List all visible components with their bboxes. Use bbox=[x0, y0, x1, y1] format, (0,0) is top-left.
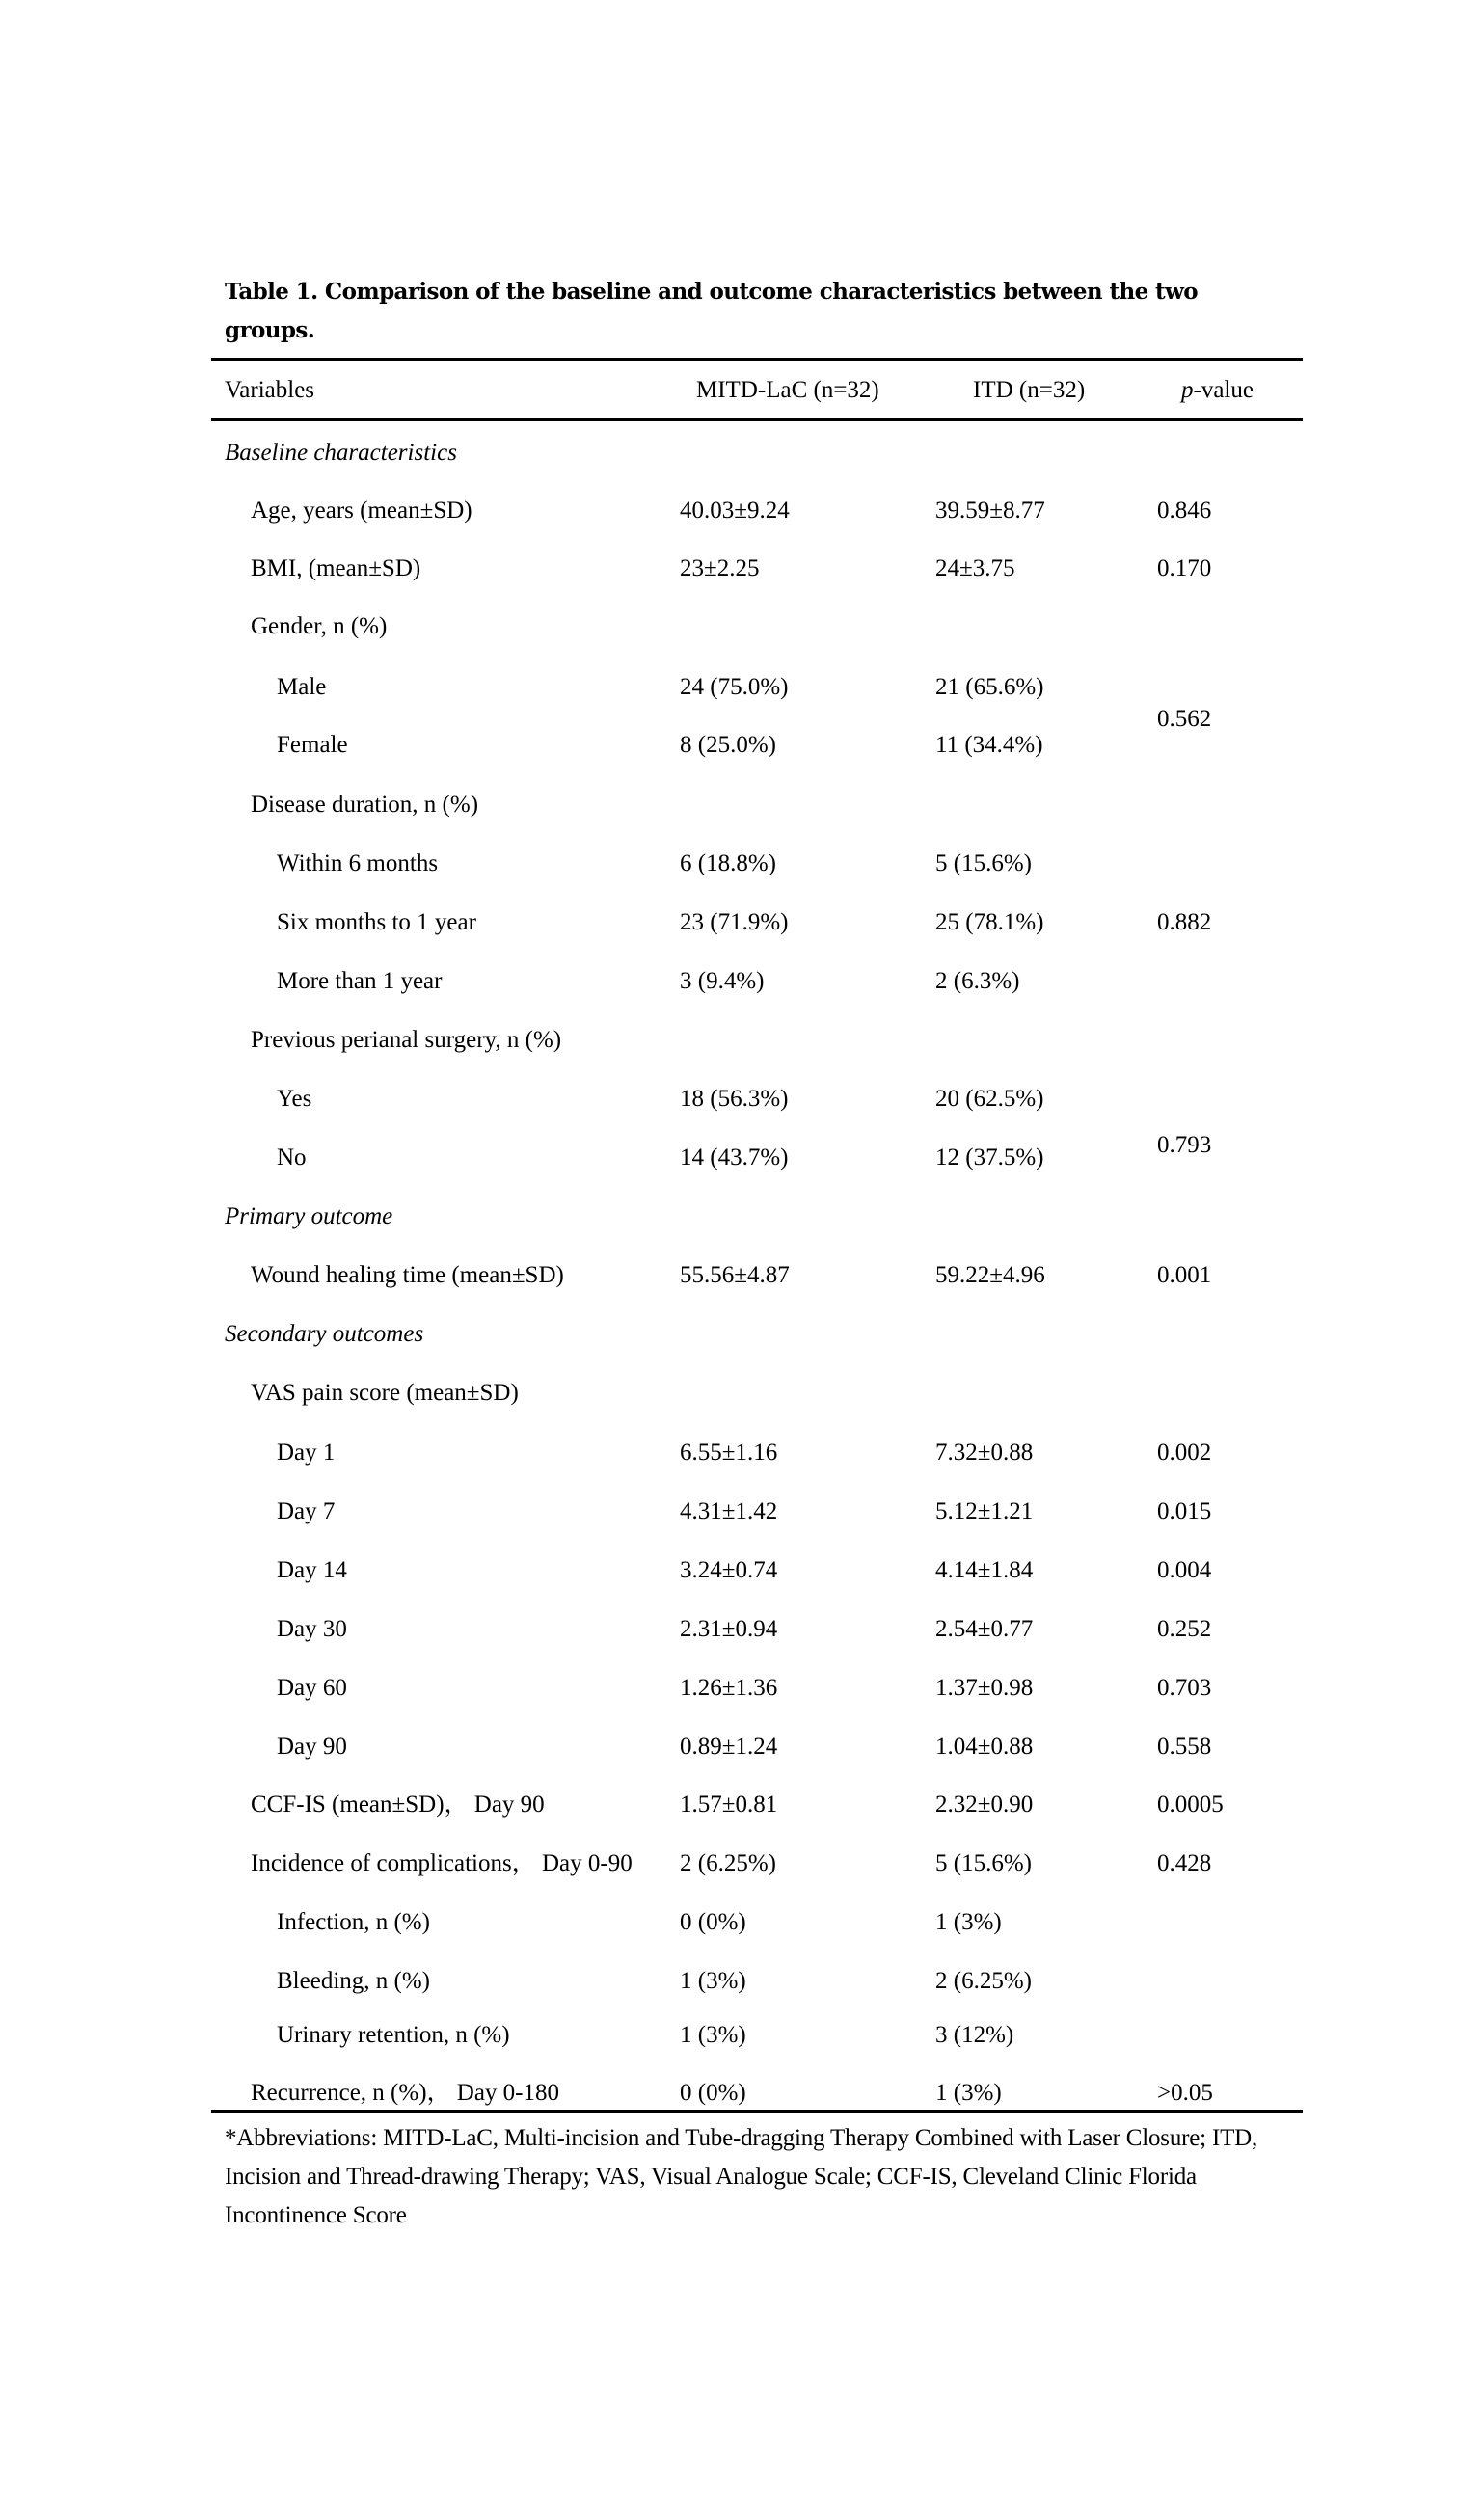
mitd-lac-value: 6 (18.8%) bbox=[680, 850, 776, 876]
row-label: Day 7 bbox=[277, 1498, 336, 1524]
mitd-lac-value: 8 (25.0%) bbox=[680, 732, 776, 758]
row-label: Day 60 bbox=[277, 1675, 347, 1701]
header-bottom-rule bbox=[211, 418, 1303, 421]
p-value: 0.004 bbox=[1157, 1557, 1212, 1583]
itd-value: 3 (12%) bbox=[935, 2022, 1014, 2048]
table-row bbox=[0, 967, 1484, 996]
mitd-lac-value: 1.57±0.81 bbox=[680, 1791, 778, 1818]
table-row bbox=[0, 673, 1484, 702]
table-row bbox=[0, 2021, 1484, 2050]
p-value: 0.558 bbox=[1157, 1734, 1212, 1760]
table-top-rule bbox=[211, 358, 1303, 361]
row-label: No bbox=[277, 1145, 307, 1171]
merged-p-value-gender: 0.562 bbox=[1157, 706, 1212, 732]
header-mitd-lac: MITD-LaC (n=32) bbox=[696, 377, 879, 403]
table-row bbox=[0, 1967, 1484, 1996]
itd-value: 2.54±0.77 bbox=[935, 1616, 1034, 1642]
itd-value: 11 (34.4%) bbox=[935, 732, 1043, 758]
table-row bbox=[0, 1026, 1484, 1055]
row-label: Bleeding, n (%) bbox=[277, 1968, 430, 1994]
row-label: CCF-IS (mean±SD)， Day 90 bbox=[251, 1791, 545, 1818]
table-row bbox=[0, 1791, 1484, 1819]
table-row bbox=[0, 1674, 1484, 1703]
p-value: 0.002 bbox=[1157, 1440, 1212, 1466]
row-label: Previous perianal surgery, n (%) bbox=[251, 1027, 562, 1053]
table-title: Table 1. Comparison of the baseline and outcome characteristics between the two groups. bbox=[225, 279, 1199, 343]
section-header-row bbox=[0, 1320, 1484, 1349]
row-label: Age, years (mean±SD) bbox=[251, 498, 472, 524]
itd-value: 21 (65.6%) bbox=[935, 674, 1044, 700]
section-title: Secondary outcomes bbox=[225, 1321, 424, 1347]
row-label: Yes bbox=[277, 1086, 312, 1112]
row-label: VAS pain score (mean±SD) bbox=[251, 1380, 519, 1406]
itd-value: 2 (6.25%) bbox=[935, 1968, 1032, 1994]
mitd-lac-value: 2.31±0.94 bbox=[680, 1616, 778, 1642]
row-label: Gender, n (%) bbox=[251, 613, 388, 639]
table-row bbox=[0, 849, 1484, 878]
row-label: Within 6 months bbox=[277, 850, 439, 876]
itd-value: 7.32±0.88 bbox=[935, 1440, 1034, 1466]
merged-p-value-prior-surgery: 0.793 bbox=[1157, 1132, 1212, 1158]
header-variables: Variables bbox=[225, 377, 315, 403]
mitd-lac-value: 40.03±9.24 bbox=[680, 498, 790, 524]
mitd-lac-value: 3.24±0.74 bbox=[680, 1557, 778, 1583]
mitd-lac-value: 1.26±1.36 bbox=[680, 1675, 778, 1701]
itd-value: 1 (3%) bbox=[935, 1909, 1002, 1935]
itd-value: 20 (62.5%) bbox=[935, 1086, 1044, 1112]
mitd-lac-value: 3 (9.4%) bbox=[680, 968, 765, 994]
p-value: 0.0005 bbox=[1157, 1791, 1224, 1818]
header-p-rest: -value bbox=[1193, 377, 1254, 403]
table-row bbox=[0, 1908, 1484, 1937]
mitd-lac-value: 0 (0%) bbox=[680, 1909, 746, 1935]
row-label: Day 14 bbox=[277, 1557, 347, 1583]
p-value: 0.170 bbox=[1157, 555, 1212, 581]
p-value: 0.252 bbox=[1157, 1616, 1212, 1642]
row-label: Six months to 1 year bbox=[277, 909, 476, 935]
itd-value: 2 (6.3%) bbox=[935, 968, 1020, 994]
itd-value: 12 (37.5%) bbox=[935, 1145, 1044, 1171]
row-label: Day 90 bbox=[277, 1734, 347, 1760]
p-value: 0.846 bbox=[1157, 498, 1212, 524]
table-row bbox=[0, 1439, 1484, 1468]
table-row bbox=[0, 1261, 1484, 1290]
section-header-row bbox=[0, 439, 1484, 468]
row-label: Day 30 bbox=[277, 1616, 347, 1642]
mitd-lac-value: 55.56±4.87 bbox=[680, 1262, 790, 1288]
header-p-value bbox=[1181, 376, 1254, 405]
p-value: 0.882 bbox=[1157, 909, 1212, 935]
table-row bbox=[0, 1144, 1484, 1172]
p-value: 0.428 bbox=[1157, 1850, 1212, 1876]
mitd-lac-value: 14 (43.7%) bbox=[680, 1145, 789, 1171]
mitd-lac-value: 23±2.25 bbox=[680, 555, 760, 581]
itd-value: 39.59±8.77 bbox=[935, 498, 1045, 524]
mitd-lac-value: 4.31±1.42 bbox=[680, 1498, 778, 1524]
itd-value: 5.12±1.21 bbox=[935, 1498, 1034, 1524]
row-label: Urinary retention, n (%) bbox=[277, 2022, 510, 2048]
row-label: Wound healing time (mean±SD) bbox=[251, 1262, 564, 1288]
header-itd: ITD (n=32) bbox=[973, 377, 1086, 403]
table-row bbox=[0, 1085, 1484, 1114]
p-value: 0.703 bbox=[1157, 1675, 1212, 1701]
itd-value: 1.04±0.88 bbox=[935, 1734, 1034, 1760]
row-label: Male bbox=[277, 674, 327, 700]
table-row bbox=[0, 1497, 1484, 1526]
table-row bbox=[0, 908, 1484, 937]
mitd-lac-value: 0 (0%) bbox=[680, 2080, 746, 2106]
mitd-lac-value: 0.89±1.24 bbox=[680, 1734, 778, 1760]
p-value: 0.001 bbox=[1157, 1262, 1212, 1288]
table-row bbox=[0, 1849, 1484, 1878]
table-row bbox=[0, 554, 1484, 583]
section-title: Baseline characteristics bbox=[225, 440, 457, 466]
itd-value: 1.37±0.98 bbox=[935, 1675, 1034, 1701]
row-label: Disease duration, n (%) bbox=[251, 792, 479, 818]
mitd-lac-value: 24 (75.0%) bbox=[680, 674, 789, 700]
section-header-row bbox=[0, 1202, 1484, 1231]
mitd-lac-value: 6.55±1.16 bbox=[680, 1440, 778, 1466]
table-row bbox=[0, 731, 1484, 760]
table-row bbox=[0, 791, 1484, 820]
table-row bbox=[0, 1379, 1484, 1408]
itd-value: 5 (15.6%) bbox=[935, 1850, 1032, 1876]
row-label: BMI, (mean±SD) bbox=[251, 555, 421, 581]
table-row bbox=[0, 612, 1484, 641]
itd-value: 5 (15.6%) bbox=[935, 850, 1032, 876]
table-row bbox=[0, 1615, 1484, 1644]
p-value: >0.05 bbox=[1157, 2080, 1213, 2106]
table-row bbox=[0, 1556, 1484, 1585]
itd-value: 4.14±1.84 bbox=[935, 1557, 1034, 1583]
row-label: Day 1 bbox=[277, 1440, 336, 1466]
row-label: Female bbox=[277, 732, 348, 758]
mitd-lac-value: 1 (3%) bbox=[680, 1968, 746, 1994]
itd-value: 2.32±0.90 bbox=[935, 1791, 1034, 1818]
itd-value: 59.22±4.96 bbox=[935, 1262, 1045, 1288]
row-label: Incidence of complications， Day 0-90 bbox=[251, 1850, 633, 1876]
table-footnote: *Abbreviations: MITD-LaC, Multi-incision and Tube-dragging Therapy Combined with Laser Closure; ITD, Incision and Thread-drawing Therapy; VAS, Visual Analogue Scale; CCF-IS, Cleveland Clinic Florida Incontinence Score bbox=[225, 2125, 1258, 2228]
mitd-lac-value: 2 (6.25%) bbox=[680, 1850, 776, 1876]
header-p-italic: p bbox=[1181, 377, 1194, 403]
itd-value: 1 (3%) bbox=[935, 2080, 1002, 2106]
mitd-lac-value: 18 (56.3%) bbox=[680, 1086, 789, 1112]
table-bottom-rule bbox=[211, 2110, 1303, 2113]
itd-value: 25 (78.1%) bbox=[935, 909, 1044, 935]
table-row bbox=[0, 497, 1484, 525]
itd-value: 24±3.75 bbox=[935, 555, 1015, 581]
row-label: Recurrence, n (%)， Day 0-180 bbox=[251, 2080, 560, 2106]
p-value: 0.015 bbox=[1157, 1498, 1212, 1524]
table-row bbox=[0, 2079, 1484, 2108]
row-label: More than 1 year bbox=[277, 968, 443, 994]
table-row bbox=[0, 1733, 1484, 1762]
mitd-lac-value: 23 (71.9%) bbox=[680, 909, 789, 935]
mitd-lac-value: 1 (3%) bbox=[680, 2022, 746, 2048]
section-title: Primary outcome bbox=[225, 1203, 393, 1229]
row-label: Infection, n (%) bbox=[277, 1909, 430, 1935]
